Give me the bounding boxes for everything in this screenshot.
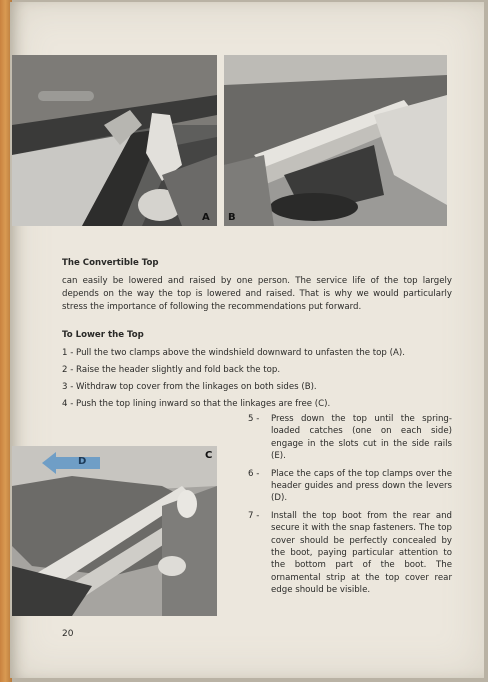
- step-item: 2 - Raise the header slightly and fold back the top.: [62, 365, 281, 375]
- step-item: 1 - Pull the two clamps above the windshield downward to unfasten the top (A).: [62, 348, 405, 358]
- callout-arrow-icon: [42, 452, 100, 474]
- photo-a-windshield-clamp: [12, 55, 217, 226]
- step-item: 3 - Withdraw top cover from the linkages on both sides (B).: [62, 382, 317, 392]
- step-number: 7 -: [248, 510, 260, 521]
- steps-right-column: [248, 413, 452, 602]
- step-text: Press down the top until the spring-loaded catches (one on each side) engage in the slots cut in the side rails (E).: [271, 414, 452, 462]
- step-number: 5 -: [248, 414, 260, 424]
- step-text: Install the top boot from the rear and secure it with the snap fasteners. The top cover should be perfectly concealed by the boot, paying particular attention to the bottom part of the boot. The ornamental strip at the top cover rear edge should be visible.: [271, 510, 452, 596]
- step-item: [248, 413, 452, 463]
- figure-label-a: A: [202, 212, 210, 223]
- figure-label-c: C: [205, 450, 213, 461]
- callout-label-d: D: [78, 456, 87, 467]
- step-item: 4 - Push the top lining inward so that the linkages are free (C).: [62, 399, 331, 409]
- section-title: The Convertible Top: [62, 258, 159, 268]
- step-item: [248, 468, 452, 505]
- intro-paragraph: can easily be lowered and raised by one person. The service life of the top largely depends on the way the top is lowered and raised. That is why we would particularly stress the importance of following the recommendations put forward.: [62, 276, 452, 312]
- subsection-title: To Lower the Top: [62, 330, 144, 340]
- figure-label-b: B: [228, 212, 236, 223]
- step-text: Place the caps of the top clamps over the header guides and press down the levers (D).: [271, 468, 452, 504]
- step-number: 6 -: [248, 468, 260, 479]
- page-number: 20: [62, 629, 74, 639]
- step-item: [248, 510, 452, 597]
- photo-b-top-linkages: [224, 55, 447, 226]
